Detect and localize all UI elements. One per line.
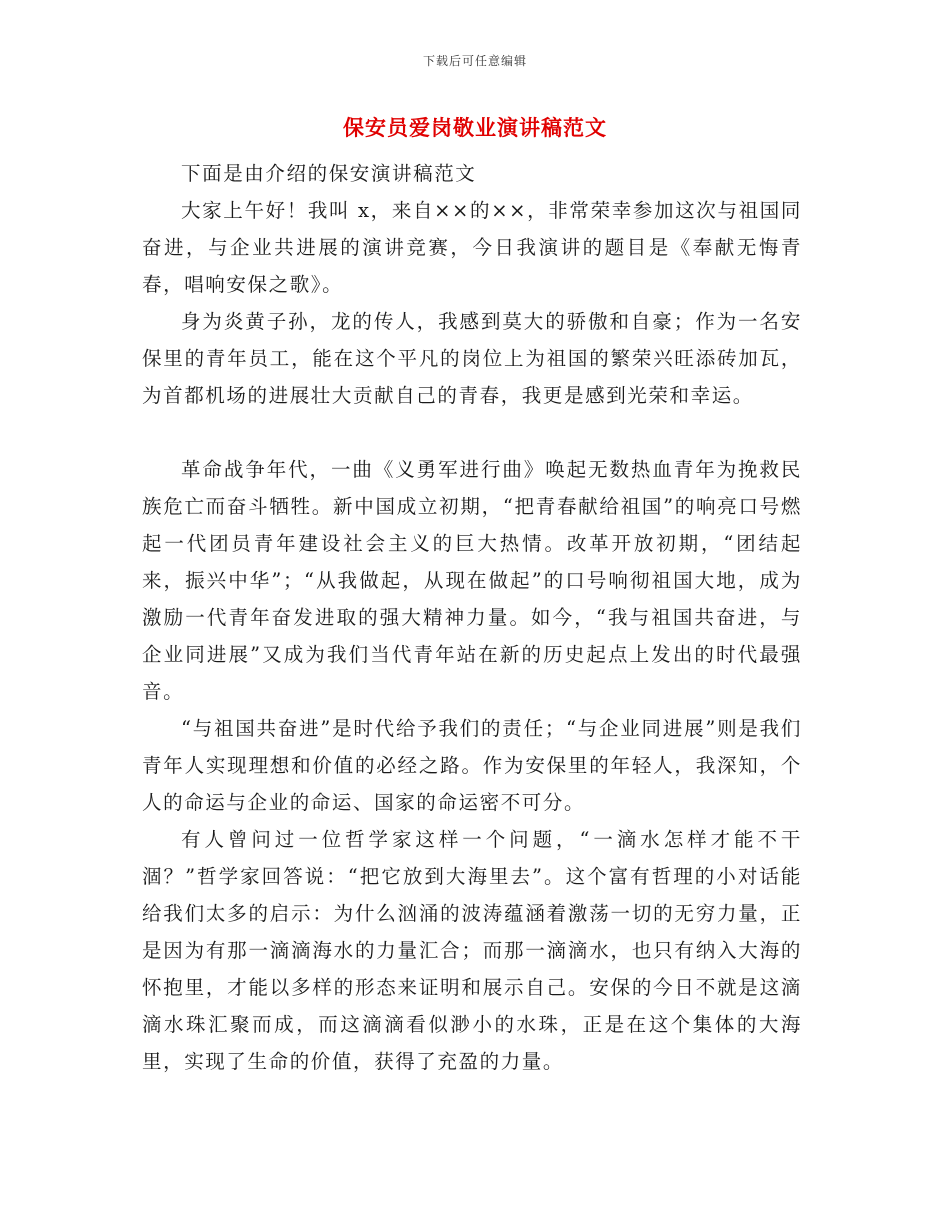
paragraph-history: 革命战争年代，一曲《义勇军进行曲》唤起无数热血青年为挽救民族危亡而奋斗牺牲。新中国成立初期，“把青春献给祖国”的响亮口号燃起一代团员青年建设社会主义的巨大热情。改革开放初期，“团结起来，振兴中华”；“从我做起，从现在做起”的口号响彻祖国大地，成为激励一代青年奋发进取的强大精神力量。如今，“我与祖国共奋进，与企业同进展”又成为我们当代青年站在新的历史起点上发出的时代最强音。 bbox=[142, 458, 802, 703]
paragraph-intro: 下面是由介绍的保安演讲稿范文 bbox=[181, 162, 477, 185]
paragraph-responsibility: “与祖国共奋进”是时代给予我们的责任；“与企业同进展”则是我们青年人实现理想和价值的必经之路。作为安保里的年轻人，我深知，个人的命运与企业的命运、国家的命运密不可分。 bbox=[142, 717, 802, 814]
document-title: 保安员爱岗敬业演讲稿范文 bbox=[343, 115, 607, 140]
document-body bbox=[142, 155, 802, 1080]
paragraph-greeting: 大家上午好！我叫 x，来自××的××，非常荣幸参加这次与祖国同奋进，与企业共进展的演讲竞赛，今日我演讲的题目是《奉献无悔青春，唱响安保之歌》。 bbox=[142, 199, 802, 296]
header-note: 下载后可任意编辑 bbox=[422, 54, 527, 68]
paragraph-pride: 身为炎黄子孙，龙的传人，我感到莫大的骄傲和自豪；作为一名安保里的青年员工，能在这个平凡的岗位上为祖国的繁荣兴旺添砖加瓦，为首都机场的进展壮大贡献自己的青春，我更是感到光荣和幸运。 bbox=[142, 310, 802, 407]
paragraph-water-drop: 有人曾问过一位哲学家这样一个问题，“一滴水怎样才能不干涸？”哲学家回答说：“把它放到大海里去”。这个富有哲理的小对话能给我们太多的启示：为什么汹涌的波涛蕴涵着激荡一切的无穷力量，正是因为有那一滴滴海水的力量汇合；而那一滴滴水，也只有纳入大海的怀抱里，才能以多样的形态来证明和展示自己。安保的今日不就是这滴滴水珠汇聚而成，而这滴滴看似渺小的水珠，正是在这个集体的大海里，实现了生命的价值，获得了充盈的力量。 bbox=[142, 828, 802, 1073]
